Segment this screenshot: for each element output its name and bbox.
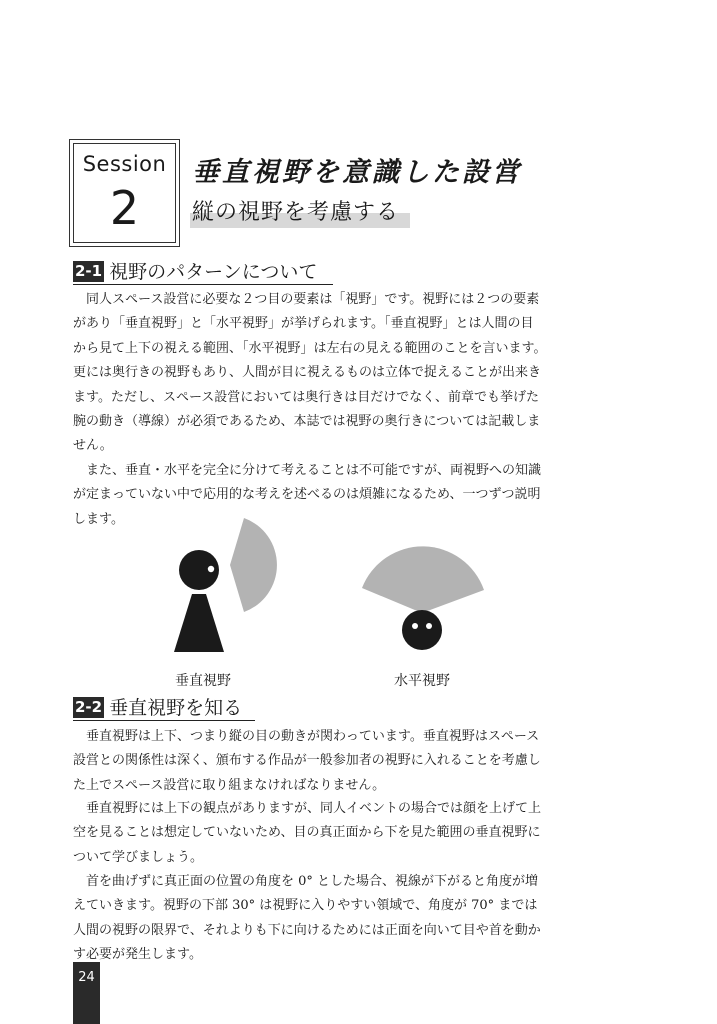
paragraph: 垂直視野には上下の観点がありますが、同人イベントの場合では顔を上げて上 空を見ることは想定していないため、目の真正面から下を見た範囲の垂直視野に ついて学びましょう。 <box>73 801 542 865</box>
head-top-icon <box>402 610 442 650</box>
vertical-field-caption: 垂直視野 <box>175 673 231 689</box>
pawn-body-icon <box>174 594 224 652</box>
horizontal-field-wedge <box>362 546 484 613</box>
vertical-field-figure <box>174 518 277 652</box>
section-title: 垂直視野を知る <box>109 697 243 719</box>
eye-icon <box>426 623 432 629</box>
paragraph: 首を曲げずに真正面の位置の角度を 0° とした場合、視線が下がると角度が増 えていきます。視野の下部 30° は視野に入りやすい領域で、角度が 70° までは 人間の視野の限界で、それよりも下に向けるためには正面を向いて目や首を動か す必要が発生します。 <box>73 874 541 963</box>
section-title: 視野のパターンについて <box>109 261 318 283</box>
section-number: 2-2 <box>75 698 103 716</box>
chapter-subtitle: 縦の視野を考慮する <box>190 198 410 228</box>
session-box <box>73 143 176 243</box>
view-field-figures <box>150 510 510 660</box>
session-label: Session <box>82 152 167 176</box>
page-number-tab <box>73 962 100 1024</box>
vertical-field-wedge <box>230 518 277 612</box>
eye-icon <box>412 623 418 629</box>
paragraph: また、垂直・水平を完全に分けて考えることは不可能ですが、両視野への知識 が定まっていない中で応用的な考えを述べるのは煩雑になるため、一つずつ説明 します。 <box>73 463 542 527</box>
horizontal-field-caption: 水平視野 <box>394 673 450 689</box>
section-heading-2-2 <box>73 694 255 721</box>
section-heading-2-1 <box>73 258 333 285</box>
paragraph: 同人スペース設営に必要な２つ目の要素は「視野」です。視野には２つの要素 があり「垂直視野」と「水平視野」が挙げられます。「垂直視野」とは人間の目 から見て上下の視える範囲、「水平視野」は左右の見える範囲のことを言います。 更には奥行きの視野もあり、人間が目に視えるものは立体で捉えることが出来き ます。ただし、スペース設営においては奥行きは目だけでなく、前章でも挙げた 腕の動き（導線）が必須であるため、本誌では視野の奥行きについては記載しま せん。 <box>73 292 547 454</box>
section-number: 2-1 <box>75 262 103 280</box>
eye-icon <box>208 566 214 572</box>
horizontal-field-figure <box>362 546 484 650</box>
page-number: 24 <box>78 970 95 985</box>
paragraph: 垂直視野は上下、つまり縦の目の動きが関わっています。垂直視野はスペース 設営との関係性は深く、頒布する作品が一般参加者の視野に入れることを考慮し た上でスペース設営に取り組まなければなりません。 <box>73 729 541 793</box>
chapter-title: 垂直視野を意識した設営 <box>192 157 522 188</box>
session-number: 2 <box>109 181 140 235</box>
